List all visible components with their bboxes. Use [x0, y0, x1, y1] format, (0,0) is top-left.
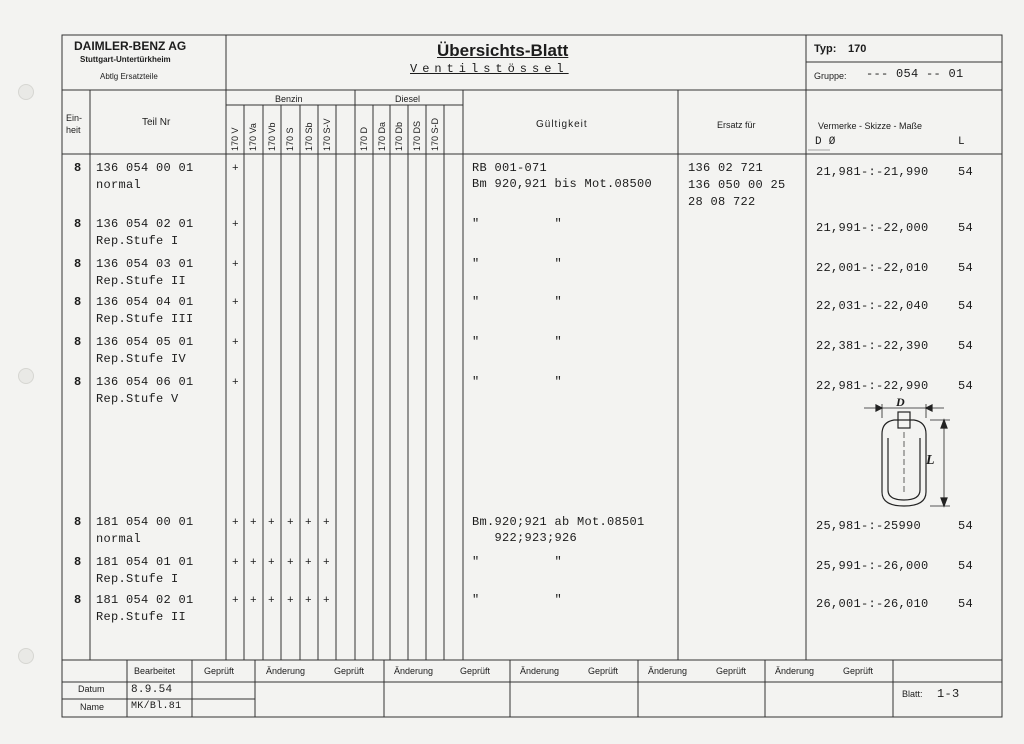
- row-gueltigkeit: " ": [472, 593, 563, 607]
- department-label: Abtlg Ersatzteile: [100, 72, 158, 81]
- row-description: normal: [96, 532, 142, 546]
- sketch-d-label: D: [896, 395, 905, 409]
- row-length: 54: [958, 261, 974, 275]
- col-ersatz-header: Ersatz für: [717, 120, 756, 130]
- row-teil-nr: 136 054 00 01: [96, 161, 194, 175]
- col-gueltigkeit-header: Gültigkeit: [536, 119, 588, 130]
- footer-aenderung-2: Änderung: [394, 666, 434, 676]
- row-gueltigkeit: RB 001-071: [472, 161, 548, 175]
- footer-aenderung-1: Änderung: [266, 666, 306, 676]
- footer-name-label: Name: [80, 702, 105, 712]
- col-vermerke-header: Vermerke - Skizze - Maße: [818, 121, 923, 131]
- row-length: 54: [958, 519, 974, 533]
- col-teil-nr-header: Teil Nr: [142, 117, 171, 128]
- row-gueltigkeit: " ": [472, 257, 563, 271]
- row-model-mark: +: [250, 517, 257, 529]
- row-teil-nr: 136 054 05 01: [96, 335, 194, 349]
- page-title: Übersichts-Blatt: [437, 41, 569, 60]
- punch-hole: [18, 648, 34, 664]
- row-length: 54: [958, 559, 974, 573]
- row-description: Rep.Stufe IV: [96, 352, 187, 366]
- row-model-mark: +: [232, 297, 239, 309]
- row-gueltigkeit: Bm 920,921 bis Mot.08500: [472, 177, 653, 191]
- row-gueltigkeit: Bm.920;921 ab Mot.08501: [472, 515, 645, 529]
- row-length: 54: [958, 165, 974, 179]
- d-label: D Ø: [815, 136, 836, 148]
- footer-geprueft-6: Geprüft: [843, 666, 874, 676]
- row-description: Rep.Stufe II: [96, 274, 187, 288]
- footer-geprueft-5: Geprüft: [716, 666, 747, 676]
- row-model-mark: +: [268, 557, 275, 569]
- row-model-mark: +: [287, 517, 294, 529]
- row-gueltigkeit: " ": [472, 375, 563, 389]
- row-model-mark: +: [232, 337, 239, 349]
- row-model-mark: +: [250, 557, 257, 569]
- footer-aenderung-5: Änderung: [775, 666, 815, 676]
- row-description: Rep.Stufe V: [96, 392, 179, 406]
- row-einheit: 8: [74, 257, 82, 271]
- row-model-mark: +: [232, 163, 239, 175]
- benzin-model-header: 170 Sb: [304, 122, 314, 151]
- row-teil-nr: 181 054 00 01: [96, 515, 194, 529]
- row-mass: 22,001-:-22,010: [816, 261, 929, 275]
- row-gueltigkeit: " ": [472, 335, 563, 349]
- row-model-mark: +: [232, 557, 239, 569]
- diesel-model-header: 170 S-D: [430, 117, 440, 151]
- row-model-mark: +: [268, 517, 275, 529]
- row-model-mark: +: [268, 595, 275, 607]
- typ-label: Typ:: [814, 43, 837, 55]
- footer-aenderung-3: Änderung: [520, 666, 560, 676]
- row-length: 54: [958, 379, 974, 393]
- row-ersatz: 28 08 722: [688, 195, 756, 209]
- gruppe-value: --- 054 -- 01: [866, 67, 964, 81]
- row-mass: 21,991-:-22,000: [816, 221, 929, 235]
- row-model-mark: +: [232, 595, 239, 607]
- row-teil-nr: 136 054 02 01: [96, 217, 194, 231]
- benzin-model-header: 170 Va: [248, 123, 258, 151]
- row-description: normal: [96, 178, 142, 192]
- benzin-model-header: 170 S-V: [322, 118, 332, 151]
- row-description: Rep.Stufe I: [96, 234, 179, 248]
- row-gueltigkeit: " ": [472, 217, 563, 231]
- row-gueltigkeit: 922;923;926: [472, 531, 578, 545]
- row-einheit: 8: [74, 375, 82, 389]
- row-description: Rep.Stufe I: [96, 572, 179, 586]
- footer-geprueft-4: Geprüft: [588, 666, 619, 676]
- sketch-l-label: L: [926, 453, 935, 468]
- row-model-mark: +: [305, 557, 312, 569]
- row-model-mark: +: [323, 595, 330, 607]
- row-length: 54: [958, 339, 974, 353]
- diesel-model-header: 170 Db: [394, 121, 404, 151]
- row-gueltigkeit: " ": [472, 555, 563, 569]
- row-teil-nr: 136 054 04 01: [96, 295, 194, 309]
- row-einheit: 8: [74, 161, 82, 175]
- col-benzin-header: Benzin: [275, 94, 303, 104]
- row-mass: 22,381-:-22,390: [816, 339, 929, 353]
- row-mass: 22,981-:-22,990: [816, 379, 929, 393]
- row-length: 54: [958, 597, 974, 611]
- footer-blatt-value: 1-3: [937, 687, 960, 701]
- row-length: 54: [958, 221, 974, 235]
- row-ersatz: 136 050 00 25: [688, 178, 786, 192]
- row-model-mark: +: [323, 557, 330, 569]
- diesel-model-header: 170 D: [359, 126, 369, 151]
- row-einheit: 8: [74, 295, 82, 309]
- diesel-model-header: 170 Da: [377, 121, 387, 151]
- row-ersatz: 136 02 721: [688, 161, 764, 175]
- gruppe-label: Gruppe:: [814, 71, 847, 81]
- row-mass: 21,981-:-21,990: [816, 165, 929, 179]
- row-teil-nr: 181 054 01 01: [96, 555, 194, 569]
- row-teil-nr: 181 054 02 01: [96, 593, 194, 607]
- company-location: Stuttgart-Untertürkheim: [80, 55, 171, 64]
- footer-geprueft-3: Geprüft: [460, 666, 491, 676]
- row-model-mark: +: [323, 517, 330, 529]
- col-einheit-header: Ein- heit: [66, 113, 83, 135]
- row-einheit: 8: [74, 335, 82, 349]
- footer-datum-value: 8.9.54: [131, 684, 173, 696]
- row-description: Rep.Stufe III: [96, 312, 194, 326]
- punch-hole: [18, 84, 34, 100]
- l-label: L: [958, 136, 965, 148]
- row-length: 54: [958, 299, 974, 313]
- row-einheit: 8: [74, 555, 82, 569]
- col-diesel-header: Diesel: [395, 94, 421, 104]
- typ-value: 170: [848, 43, 867, 55]
- benzin-model-header: 170 S: [285, 127, 295, 151]
- footer-geprueft-2: Geprüft: [334, 666, 365, 676]
- benzin-model-header: 170 V: [230, 127, 240, 151]
- row-einheit: 8: [74, 515, 82, 529]
- row-mass: 25,981-:-25990: [816, 519, 922, 533]
- footer-blatt-label: Blatt:: [902, 689, 923, 699]
- footer-geprueft-1: Geprüft: [204, 666, 235, 676]
- footer-datum-label: Datum: [78, 684, 105, 694]
- row-mass: 26,001-:-26,010: [816, 597, 929, 611]
- row-model-mark: +: [250, 595, 257, 607]
- row-model-mark: +: [232, 517, 239, 529]
- row-model-mark: +: [305, 595, 312, 607]
- row-einheit: 8: [74, 217, 82, 231]
- row-model-mark: +: [305, 517, 312, 529]
- row-model-mark: +: [287, 595, 294, 607]
- row-description: Rep.Stufe II: [96, 610, 187, 624]
- footer-bearbeitet: Bearbeitet: [134, 666, 176, 676]
- footer-name-value: MK/Bl.81: [131, 701, 182, 712]
- diesel-model-header: 170 DS: [412, 120, 422, 151]
- row-mass: 22,031-:-22,040: [816, 299, 929, 313]
- row-mass: 25,991-:-26,000: [816, 559, 929, 573]
- row-model-mark: +: [232, 219, 239, 231]
- page-subtitle: Ventilstössel: [410, 62, 569, 76]
- row-model-mark: +: [287, 557, 294, 569]
- row-einheit: 8: [74, 593, 82, 607]
- row-teil-nr: 136 054 03 01: [96, 257, 194, 271]
- company-name: DAIMLER-BENZ AG: [74, 39, 187, 53]
- row-model-mark: +: [232, 259, 239, 271]
- footer-aenderung-4: Änderung: [648, 666, 688, 676]
- benzin-model-header: 170 Vb: [267, 122, 277, 151]
- punch-hole: [18, 368, 34, 384]
- row-model-mark: +: [232, 377, 239, 389]
- tappet-sketch: [860, 392, 980, 522]
- row-gueltigkeit: " ": [472, 295, 563, 309]
- row-teil-nr: 136 054 06 01: [96, 375, 194, 389]
